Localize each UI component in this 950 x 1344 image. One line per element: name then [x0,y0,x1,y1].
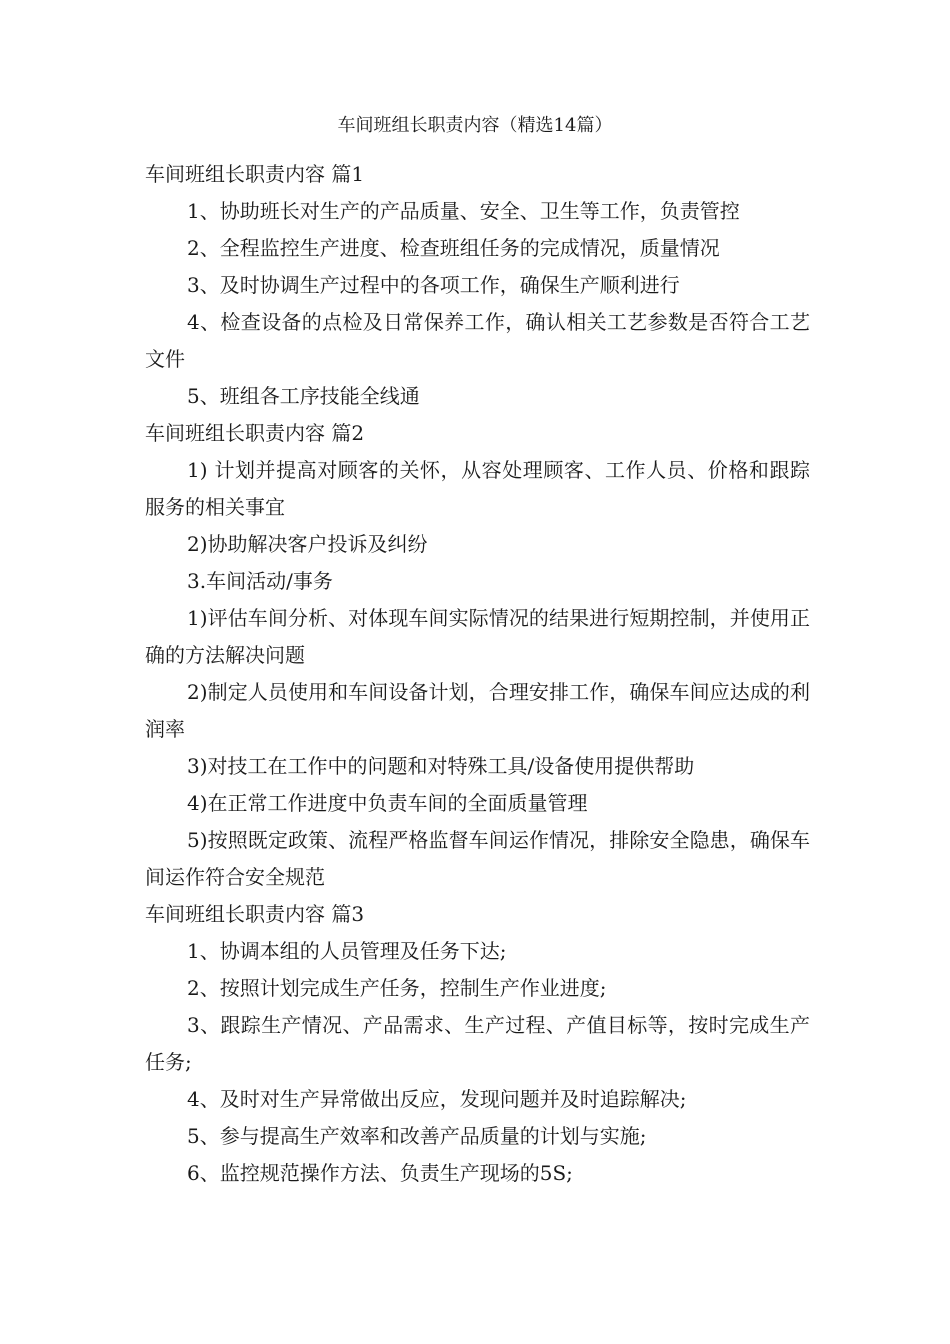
document-title: 车间班组长职责内容（精选14篇） [337,115,613,136]
list-item: 1)评估车间分析、对体现车间实际情况的结果进行短期控制，并使用正确的方法解决问题 [145,606,810,667]
list-item: 1、协助班长对生产的产品质量、安全、卫生等工作，负责管控 [187,199,740,223]
list-item: 2、全程监控生产进度、检查班组任务的完成情况，质量情况 [187,236,720,260]
section-heading: 车间班组长职责内容 篇1 [145,162,365,186]
list-item: 2)制定人员使用和车间设备计划，合理安排工作，确保车间应达成的利润率 [145,680,810,741]
list-item: 2)协助解决客户投诉及纠纷 [187,532,428,556]
list-item: 5、参与提高生产效率和改善产品质量的计划与实施; [187,1124,647,1148]
section-heading: 车间班组长职责内容 篇2 [145,421,365,445]
list-item: 3)对技工在工作中的问题和对特殊工具/设备使用提供帮助 [187,754,695,778]
list-item: 5)按照既定政策、流程严格监督车间运作情况，排除安全隐患，确保车间运作符合安全规范 [145,828,810,889]
section-3 [145,896,810,1192]
list-item: 3、跟踪生产情况、产品需求、生产过程、产值目标等，按时完成生产任务; [145,1013,810,1074]
list-item: 4)在正常工作进度中负责车间的全面质量管理 [187,791,588,815]
list-item: 1、协调本组的人员管理及任务下达; [187,939,507,963]
list-item: 4、及时对生产异常做出反应，发现问题并及时追踪解决; [187,1087,687,1111]
list-item: 4、检查设备的点检及日常保养工作，确认相关工艺参数是否符合工艺文件 [145,310,810,371]
list-item: 5、班组各工序技能全线通 [187,384,420,408]
list-item: 3、及时协调生产过程中的各项工作，确保生产顺利进行 [187,273,680,297]
section-2 [145,415,810,896]
document-body [145,156,810,1192]
section-heading: 车间班组长职责内容 篇3 [145,902,365,926]
list-item: 6、监控规范操作方法、负责生产现场的5S; [187,1161,573,1185]
list-item: 2、按照计划完成生产任务，控制生产作业进度; [187,976,607,1000]
section-1 [145,156,810,415]
list-item: 3.车间活动/事务 [187,569,333,593]
list-item: 1) 计划并提高对顾客的关怀，从容处理顾客、工作人员、价格和跟踪服务的相关事宜 [145,458,810,519]
